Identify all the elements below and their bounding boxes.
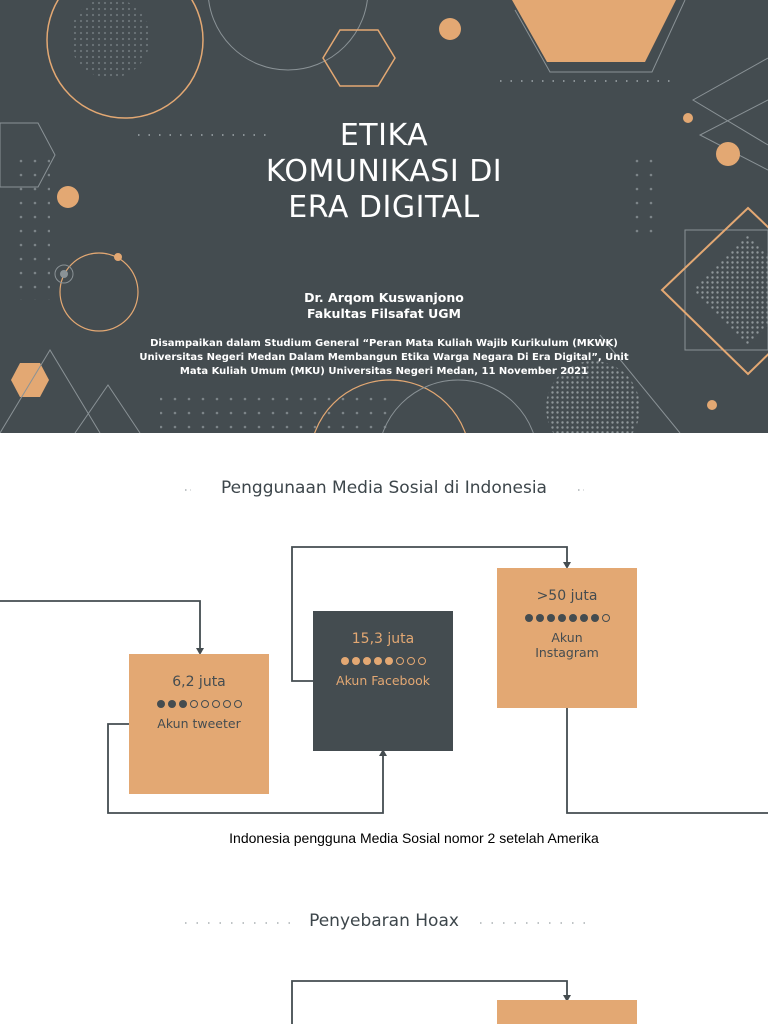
author-block (184, 290, 584, 322)
empty-dot-icon (418, 657, 426, 665)
empty-dot-icon (201, 700, 209, 708)
stat-value: >50 juta (536, 588, 598, 604)
empty-dot-icon (602, 614, 610, 622)
filled-dot-icon (179, 700, 187, 708)
filled-dot-icon (352, 657, 360, 665)
stat-dots (313, 657, 453, 665)
stat-card-instagram (497, 568, 637, 708)
filled-dot-icon (547, 614, 555, 622)
stat-label: Akun Facebook (336, 673, 430, 688)
filled-dot-icon (525, 614, 533, 622)
stat-label: Akun tweeter (157, 716, 241, 731)
filled-dot-icon (341, 657, 349, 665)
note-line: Disampaikan dalam Studium General “Peran Mata Kuliah Wajib Kurikulum (MKWK) (150, 338, 618, 349)
filled-dot-icon (558, 614, 566, 622)
slide-title (184, 118, 584, 226)
stat-card-facebook (313, 611, 453, 751)
stat-value: 6,2 juta (172, 674, 226, 690)
stat-card-twitter (129, 654, 269, 794)
section-title-media-sosial: Penggunaan Media Sosial di Indonesia (221, 478, 547, 498)
note-line: Mata Kuliah Umum (MKU) Universitas Negeri Medan, 11 November 2021 (179, 366, 589, 377)
filled-dot-icon (580, 614, 588, 622)
empty-dot-icon (396, 657, 404, 665)
title-line: ETIKA (339, 118, 429, 153)
presentation-note (104, 337, 664, 379)
title-slide (0, 0, 768, 433)
filled-dot-icon (374, 657, 382, 665)
section-title-hoax: Penyebaran Hoax (309, 911, 459, 931)
author-affiliation: Fakultas Filsafat UGM (307, 306, 461, 321)
slide-caption: Indonesia pengguna Media Sosial nomor 2 setelah Amerika (229, 830, 599, 846)
empty-dot-icon (190, 700, 198, 708)
stat-dots (497, 614, 637, 622)
filled-dot-icon (168, 700, 176, 708)
filled-dot-icon (157, 700, 165, 708)
stat-label: Akun Instagram (535, 630, 599, 660)
filled-dot-icon (569, 614, 577, 622)
stat-dots (129, 700, 269, 708)
empty-dot-icon (212, 700, 220, 708)
author-name: Dr. Arqom Kuswanjono (304, 290, 464, 305)
filled-dot-icon (363, 657, 371, 665)
filled-dot-icon (385, 657, 393, 665)
hexagon-filled-icon (512, 0, 676, 62)
empty-dot-icon (223, 700, 231, 708)
stat-value: 15,3 juta (351, 631, 415, 647)
empty-dot-icon (234, 700, 242, 708)
filled-dot-icon (591, 614, 599, 622)
title-line: ERA DIGITAL (288, 190, 480, 225)
hexagon-outline-icon (323, 30, 395, 86)
title-line: KOMUNIKASI DI (265, 154, 503, 189)
note-line: Universitas Negeri Medan Dalam Membangun Etika Warga Negara Di Era Digital”, Unit (139, 352, 629, 363)
empty-dot-icon (407, 657, 415, 665)
filled-dot-icon (536, 614, 544, 622)
